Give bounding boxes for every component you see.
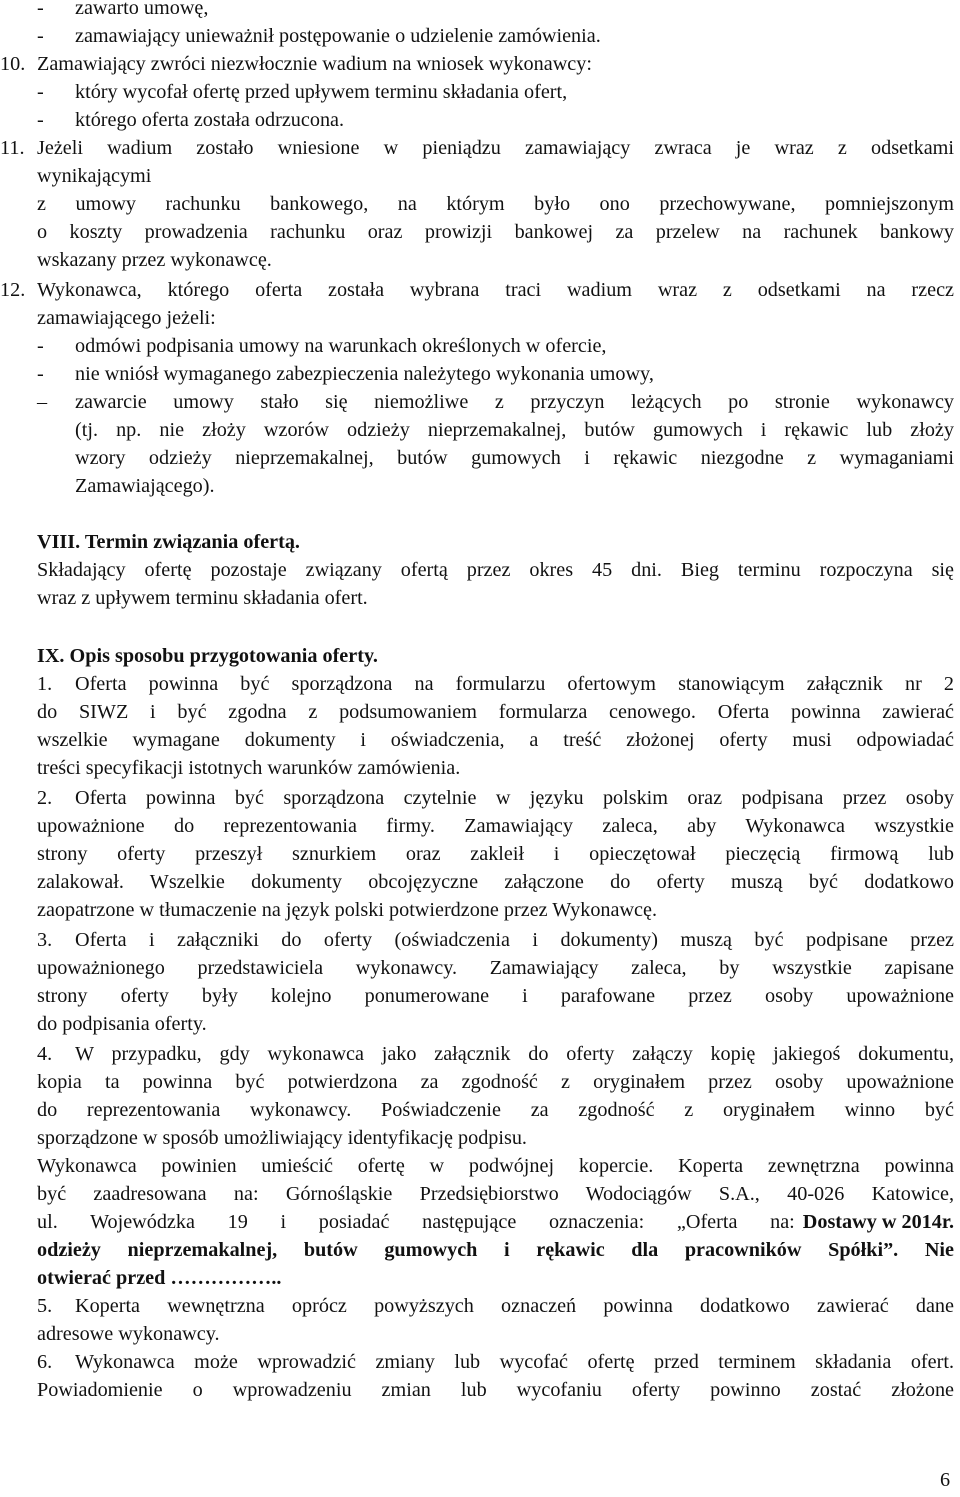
item-line-bold: Dostawy w 2014r. <box>802 1211 954 1233</box>
item-number: 3. <box>37 929 53 951</box>
item-number: 1. <box>37 673 53 695</box>
item-number: 10. <box>0 53 26 75</box>
section-heading: VIII. Termin związania ofertą. <box>37 531 300 553</box>
item-line: do SIWZ i być zgodna z podsumowaniem formularza cenowego. Oferta powinna zawierać <box>37 701 954 723</box>
item-line: kopia ta powinna być potwierdzona za zgodność z oryginałem przez osoby upoważnione <box>37 1071 954 1093</box>
dash-item: który wycofał ofertę przed upływem terminu składania ofert, <box>75 81 568 103</box>
dash-marker: - <box>37 25 44 47</box>
dash-item: zawarto umowę, <box>75 0 209 19</box>
section-line: wraz z upływem terminu składania ofert. <box>37 587 368 609</box>
item-number: 5. <box>37 1295 53 1317</box>
item-number: 12. <box>0 279 26 301</box>
item-line: adresowe wykonawcy. <box>37 1323 220 1345</box>
dash-marker: - <box>37 335 44 357</box>
item-line: strony oferty przeszył sznurkiem oraz zakleił i opieczętował pieczęcią firmową lub <box>37 843 954 865</box>
dash-marker: - <box>37 81 44 103</box>
item-line: zalakował. Wszelkie dokumenty obcojęzyczne załączone do oferty muszą być dodatkowo <box>37 871 954 893</box>
item-line: z umowy rachunku bankowego, na którym było ono przechowywane, pomniejszonym <box>37 193 954 215</box>
item-number: 4. <box>37 1043 53 1065</box>
dash-item: zawarcie umowy stało się niemożliwe z przyczyn leżących po stronie wykonawcy <box>75 391 954 413</box>
dash-item: wzory odzieży nieprzemakalnej, butów gumowych i rękawic niezgodne z wymaganiami <box>75 447 954 469</box>
dash-item: (tj. np. nie złoży wzorów odzieży nieprzemakalnej, butów gumowych i rękawic lub złoży <box>75 419 954 441</box>
item-line: zaopatrzone w tłumaczenie na język polski potwierdzone przez Wykonawcę. <box>37 899 658 921</box>
section-line: Składający ofertę pozostaje związany ofertą przez okres 45 dni. Bieg terminu rozpoczyna się <box>37 559 954 581</box>
item-number: 11. <box>0 137 25 159</box>
item-line: Wykonawca może wprowadzić zmiany lub wycofać ofertę przed terminem składania ofert. <box>75 1351 954 1373</box>
item-number: 6. <box>37 1351 53 1373</box>
item-line: Wykonawca powinien umieścić ofertę w podwójnej kopercie. Koperta zewnętrzna powinna <box>37 1155 954 1177</box>
item-line: Powiadomienie o wprowadzeniu zmian lub wycofaniu oferty powinno zostać złożone <box>37 1379 954 1401</box>
item-line: wynikającymi <box>37 165 152 187</box>
item-text: Zamawiający zwróci niezwłocznie wadium na wniosek wykonawcy: <box>37 53 592 75</box>
item-line: Koperta wewnętrzna oprócz powyższych oznaczeń powinna dodatkowo zawierać dane <box>75 1295 954 1317</box>
item-line-bold: odzieży nieprzemakalnej, butów gumowych i rękawic dla pracowników Spółki”. Nie <box>37 1239 954 1261</box>
section-heading: IX. Opis sposobu przygotowania oferty. <box>37 645 378 667</box>
item-line: sporządzone w sposób umożliwiający identyfikację podpisu. <box>37 1127 527 1149</box>
item-line-plain: ul. Wojewódzka 19 i posiadać następujące oznaczenia: „Oferta na: <box>37 1211 795 1233</box>
item-line: treści specyfikacji istotnych warunków zamówienia. <box>37 757 461 779</box>
item-line: upoważnione do reprezentowania firmy. Zamawiający zaleca, aby Wykonawca wszystkie <box>37 815 954 837</box>
dash-item: Zamawiającego). <box>75 475 215 497</box>
item-line: upoważnionego przedstawiciela wykonawcy. Zamawiający zaleca, by wszystkie zapisane <box>37 957 954 979</box>
item-line: Jeżeli wadium zostało wniesione w pieniądzu zamawiający zwraca je wraz z odsetkami <box>37 137 954 159</box>
dash-item: zamawiający unieważnił postępowanie o udzielenie zamówienia. <box>75 25 601 47</box>
item-line-mixed <box>37 1208 954 1236</box>
item-line: o koszty prowadzenia rachunku oraz prowizji bankowej za przelew na rachunek bankowy <box>37 221 954 243</box>
item-line-bold: otwierać przed …………….. <box>37 1267 282 1289</box>
dash-marker: - <box>37 109 44 131</box>
item-line: zamawiającego jeżeli: <box>37 307 216 329</box>
dash-item: nie wniósł wymaganego zabezpieczenia należytego wykonania umowy, <box>75 363 654 385</box>
item-number: 2. <box>37 787 53 809</box>
item-line: wszelkie wymagane dokumenty i oświadczenia, a treść złożonej oferty musi odpowiadać <box>37 729 954 751</box>
item-line: Oferta i załączniki do oferty (oświadczenia i dokumenty) muszą być podpisane przez <box>75 929 954 951</box>
dash-marker: – <box>37 391 48 413</box>
item-line: wskazany przez wykonawcę. <box>37 249 272 271</box>
dash-item: którego oferta została odrzucona. <box>75 109 345 131</box>
item-line: Oferta powinna być sporządzona na formularzu ofertowym stanowiącym załącznik nr 2 <box>75 673 954 695</box>
item-line: W przypadku, gdy wykonawca jako załącznik do oferty załączy kopię jakiegoś dokumentu, <box>75 1043 954 1065</box>
item-line: strony oferty były kolejno ponumerowane i parafowane przez osoby upoważnione <box>37 985 954 1007</box>
item-line: do podpisania oferty. <box>37 1013 207 1035</box>
dash-marker: - <box>37 0 44 19</box>
page-number: 6 <box>940 1469 951 1491</box>
dash-marker: - <box>37 363 44 385</box>
item-line: Oferta powinna być sporządzona czytelnie w języku polskim oraz podpisana przez osoby <box>75 787 954 809</box>
item-line: Wykonawca, którego oferta została wybrana traci wadium wraz z odsetkami na rzecz <box>37 279 954 301</box>
item-line: być zaadresowana na: Górnośląskie Przedsiębiorstwo Wodociągów S.A., 40-026 Katowice, <box>37 1183 954 1205</box>
item-line: do reprezentowania wykonawcy. Poświadczenie za zgodność z oryginałem winno być <box>37 1099 954 1121</box>
dash-item: odmówi podpisania umowy na warunkach określonych w ofercie, <box>75 335 607 357</box>
